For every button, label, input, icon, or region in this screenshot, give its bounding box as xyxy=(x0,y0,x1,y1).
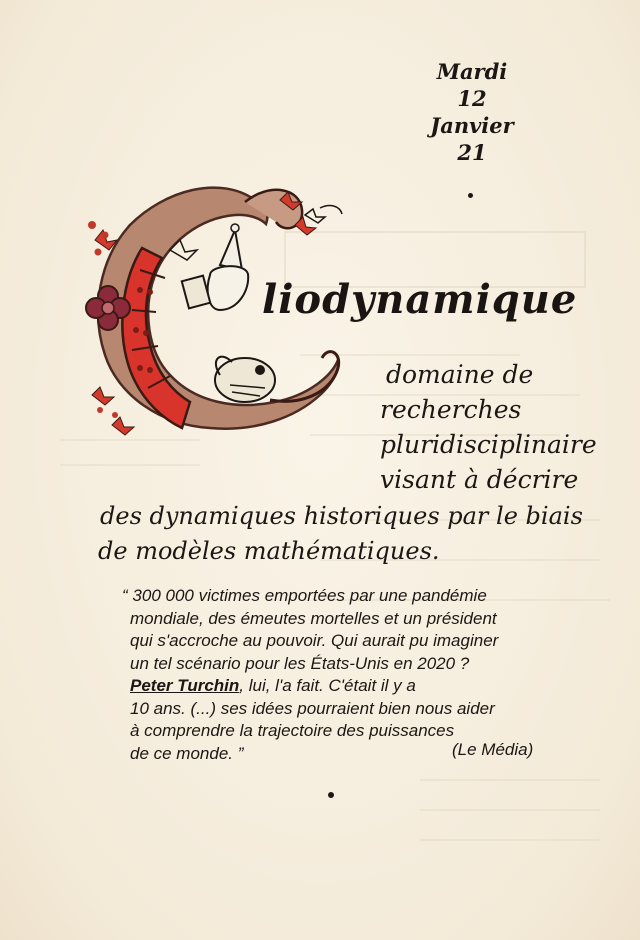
date-day: 12 xyxy=(457,86,487,111)
quote-line-1 xyxy=(122,585,600,608)
quote-block xyxy=(122,585,600,765)
quote-line-4: un tel scénario pour les États-Unis en 2020 ? xyxy=(130,653,470,673)
quote-author: Peter Turchin xyxy=(130,676,240,695)
date-month: Janvier xyxy=(430,113,514,138)
date-block xyxy=(412,58,532,166)
quote-line-7: à comprendre la trajectoire des puissances xyxy=(130,721,455,740)
quote-line-6: 10 ans. (...) ses idées pourraient bien nous aider xyxy=(130,698,495,718)
quote-text-1: 300 000 victimes emportées par une pandémie xyxy=(132,586,487,605)
quote-line-2: mondiale, des émeutes mortelles et un président xyxy=(130,608,497,628)
quote-open-mark: “ xyxy=(122,586,128,605)
definition-line-6: de modèles mathématiques. xyxy=(98,537,440,565)
quote-line-3: qui s'accroche au pouvoir. Qui aurait pu imaginer xyxy=(130,631,499,650)
quote-source: (Le Média) xyxy=(452,740,534,759)
date-year: 21 xyxy=(457,140,487,165)
definition-line-3: pluridisciplinaire xyxy=(380,430,597,459)
page-title: liodynamique xyxy=(262,276,578,323)
definition-line-2: recherches xyxy=(380,395,522,424)
definition-line-5: des dynamiques historiques par le biais xyxy=(100,502,583,530)
quote-text-5: , lui, l'a fait. C'était il y a xyxy=(239,676,416,695)
quote-line-5 xyxy=(130,675,600,698)
definition-line-1: domaine de xyxy=(386,360,534,389)
quote-line-8: de ce monde. ” xyxy=(130,743,244,763)
date-day-name: Mardi xyxy=(436,59,508,84)
end-dot xyxy=(328,792,334,798)
date-dot xyxy=(468,193,473,198)
definition-line-4: visant à décrire xyxy=(380,465,579,494)
